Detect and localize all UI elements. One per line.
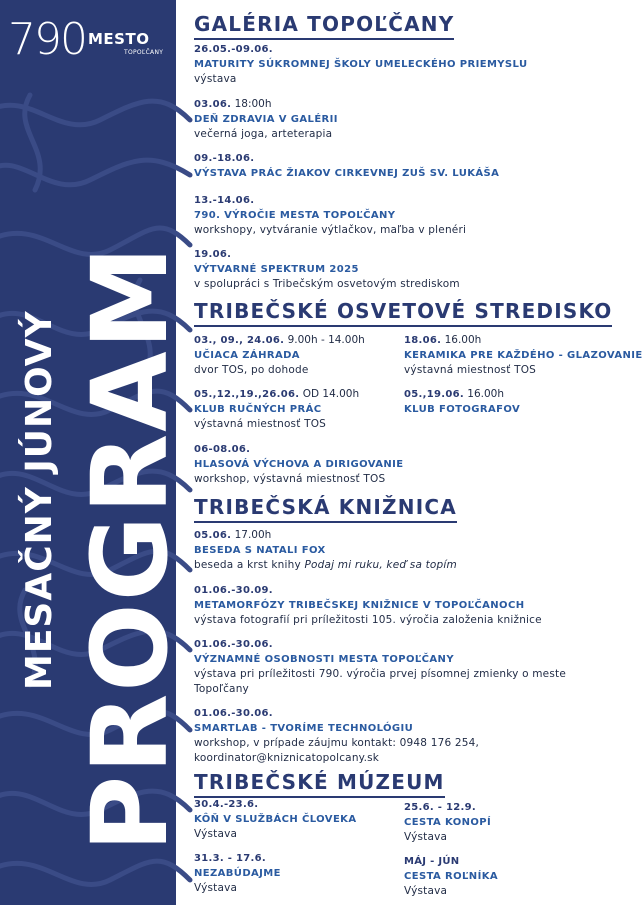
event-desc: dvor TOS, po dohode xyxy=(194,364,309,376)
event-date: 30.4.-23.6. xyxy=(194,799,259,810)
event-name: 790. VÝROČIE MESTA TOPOĽČANY xyxy=(194,210,396,221)
event-tos-5 xyxy=(194,442,634,487)
event-tos-3 xyxy=(194,387,414,432)
event-date: 01.06.-30.06. xyxy=(194,639,273,650)
logo-number: 790 xyxy=(8,14,86,65)
event-date: 03.06. xyxy=(194,99,232,110)
event-name: HLASOVÁ VÝCHOVA A DIRIGOVANIE xyxy=(194,459,404,470)
sidebar-banner xyxy=(0,0,191,905)
event-name: DEŇ ZDRAVIA V GALÉRII xyxy=(194,114,338,125)
event-desc: výstava pri príležitosti 790. výročia prvej písomnej zmienky o meste xyxy=(194,668,566,680)
event-date: 01.06.-30.09. xyxy=(194,585,273,596)
event-name: VÝTVARNÉ SPEKTRUM 2025 xyxy=(194,264,359,275)
event-name: METAMORFÓZY TRIBEČSKEJ KNIŽNICE V TOPOĽČANOCH xyxy=(194,600,525,611)
section-title-kniznica: TRIBEČSKÁ KNIŽNICA xyxy=(194,495,457,523)
event-name: NEZABÚDAJME xyxy=(194,868,281,879)
logo-mesto: MESTO xyxy=(88,30,150,48)
event-muzeum-3 xyxy=(194,851,414,896)
event-desc: Výstava xyxy=(194,882,238,894)
event-tos-1 xyxy=(194,333,414,378)
event-date: 05.,19.06. xyxy=(404,389,464,400)
event-name: UČIACA ZÁHRADA xyxy=(194,350,300,361)
event-name: KLUB RUČNÝCH PRÁC xyxy=(194,404,322,415)
event-name: KERAMIKA PRE KAŽDÉHO - GLAZOVANIE xyxy=(404,350,643,361)
event-muzeum-2 xyxy=(404,800,624,845)
event-name: BESEDA S NATALI FOX xyxy=(194,545,326,556)
event-date: MÁJ - JÚN xyxy=(404,856,460,867)
event-date: 06-08.06. xyxy=(194,444,251,455)
event-galeria-4 xyxy=(194,193,634,238)
event-desc-text: beseda a krst knihy xyxy=(194,559,305,571)
event-desc: Výstava xyxy=(194,828,238,840)
event-contact: koordinator@kniznicatopolcany.sk xyxy=(194,752,380,764)
event-tos-2 xyxy=(404,333,643,378)
event-name: KÔŇ V SLUŽBÁCH ČLOVEKA xyxy=(194,814,357,825)
event-desc: v spolupráci s Tribečským osvetovým strediskom xyxy=(194,278,460,290)
event-date: 05.06. xyxy=(194,530,232,541)
event-muzeum-4 xyxy=(404,854,624,899)
event-desc: workshopy, vytváranie výtlačkov, maľba v plenéri xyxy=(194,224,467,236)
event-name: VÝSTAVA PRÁC ŽIAKOV CIRKEVNEJ ZUŠ SV. LUKÁŠA xyxy=(194,168,500,179)
event-galeria-5 xyxy=(194,247,634,292)
section-title-galeria: GALÉRIA TOPOĽČANY xyxy=(194,12,454,40)
book-title: Podaj mi ruku, keď sa topím xyxy=(304,559,457,571)
event-date: 03., 09., 24.06. xyxy=(194,335,285,346)
event-date: 09.-18.06. xyxy=(194,153,255,164)
subtitle-text: MESAČNÝ JÚNOVÝ xyxy=(19,310,60,690)
event-date: 01.06.-30.06. xyxy=(194,708,273,719)
event-desc: výstava xyxy=(194,73,237,85)
event-desc: výstavná miestnosť TOS xyxy=(194,418,327,430)
event-time: 18:00h xyxy=(234,98,272,110)
program-title-text: PROGRAM xyxy=(69,243,191,852)
event-time: OD 14.00h xyxy=(302,388,360,400)
event-date: 13.-14.06. xyxy=(194,195,255,206)
event-desc: výstavná miestnosť TOS xyxy=(404,364,537,376)
event-desc: Výstava xyxy=(404,885,448,897)
event-desc: večerná joga, arteterapia xyxy=(194,128,333,140)
event-desc xyxy=(194,558,634,573)
event-time: 16.00h xyxy=(467,388,505,400)
city-logo xyxy=(8,14,168,74)
event-time: 17.00h xyxy=(234,529,272,541)
event-desc: Výstava xyxy=(404,831,448,843)
event-desc-2: Topoľčany xyxy=(194,683,249,695)
event-time: 9.00h - 14.00h xyxy=(287,334,365,346)
section-title-tos: TRIBEČSKÉ OSVETOVÉ STREDISKO xyxy=(194,299,612,327)
event-kniznica-1 xyxy=(194,528,634,573)
event-desc: workshop, v prípade záujmu kontakt: 0948 176 254, xyxy=(194,737,480,749)
event-galeria-3 xyxy=(194,151,634,181)
event-time: 16.00h xyxy=(444,334,482,346)
event-date: 19.06. xyxy=(194,249,232,260)
event-name: SMARTLAB - TVORÍME TECHNOLÓGIU xyxy=(194,723,414,734)
event-date: 26.05.-09.06. xyxy=(194,44,273,55)
event-name: VÝZNAMNÉ OSOBNOSTI MESTA TOPOĽČANY xyxy=(194,654,454,665)
event-date: 18.06. xyxy=(404,335,442,346)
event-desc: výstava fotografií pri príležitosti 105. výročia založenia knižnice xyxy=(194,614,542,626)
event-desc: workshop, výstavná miestnosť TOS xyxy=(194,473,386,485)
event-date: 31.3. - 17.6. xyxy=(194,853,266,864)
event-name: CESTA KONOPÍ xyxy=(404,817,492,828)
event-kniznica-4 xyxy=(194,706,634,766)
event-tos-4 xyxy=(404,387,624,417)
event-name: CESTA ROĽNÍKA xyxy=(404,871,498,882)
event-kniznica-3 xyxy=(194,637,634,697)
logo-city: TOPOĽČANY xyxy=(124,49,164,56)
event-date: 25.6. - 12.9. xyxy=(404,802,476,813)
event-date: 05.,12.,19.,26.06. xyxy=(194,389,300,400)
event-name: KLUB FOTOGRAFOV xyxy=(404,404,521,415)
section-title-muzeum: TRIBEČSKÉ MÚZEUM xyxy=(194,770,445,798)
event-galeria-1 xyxy=(194,42,634,87)
event-kniznica-2 xyxy=(194,583,634,628)
event-muzeum-1 xyxy=(194,797,414,842)
event-galeria-2 xyxy=(194,97,634,142)
event-name: MATURITY SÚKROMNEJ ŠKOLY UMELECKÉHO PRIEMYSLU xyxy=(194,59,528,70)
